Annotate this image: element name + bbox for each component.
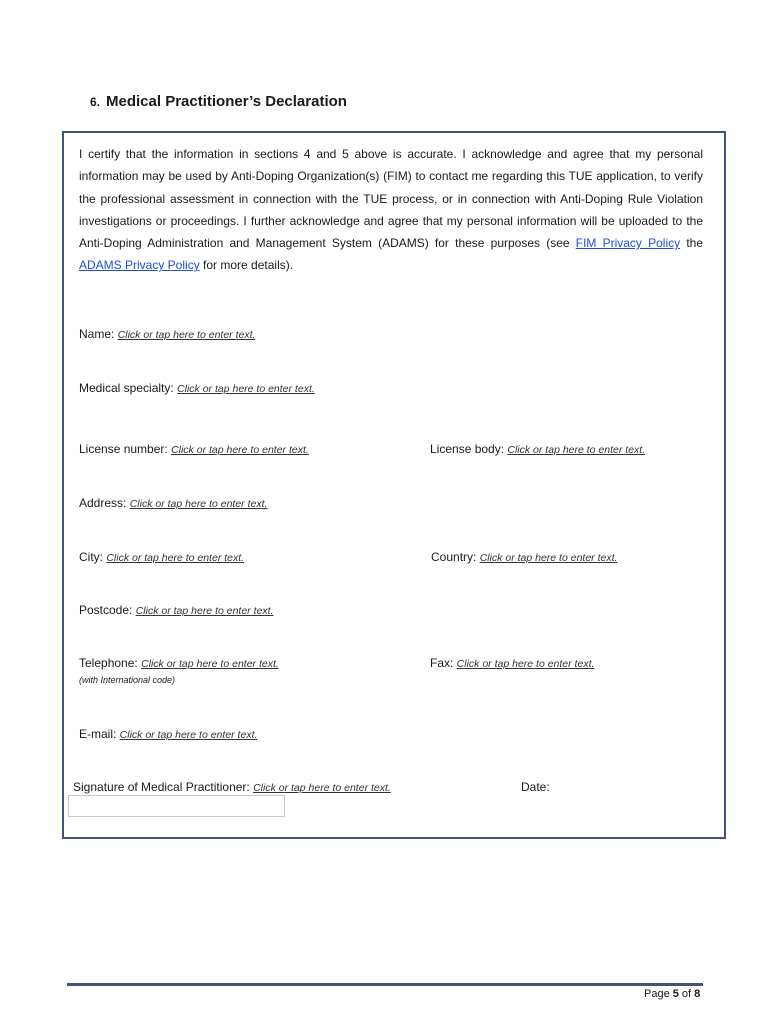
city-field	[79, 550, 244, 564]
date-label: Date:	[521, 780, 550, 794]
license-number-field	[79, 442, 309, 456]
city-input[interactable]: Click or tap here to enter text.	[106, 552, 245, 564]
specialty-input[interactable]: Click or tap here to enter text.	[177, 383, 315, 395]
address-input[interactable]: Click or tap here to enter text.	[129, 498, 268, 510]
license-number-label: License number:	[79, 442, 172, 456]
postcode-field	[79, 603, 273, 617]
name-field	[79, 327, 255, 341]
declaration-end: for more details).	[199, 258, 294, 273]
license-number-input[interactable]: Click or tap here to enter text.	[171, 444, 309, 456]
signature-field	[73, 780, 391, 794]
postcode-input[interactable]: Click or tap here to enter text.	[135, 605, 274, 617]
telephone-label: Telephone:	[79, 656, 142, 670]
fax-field	[430, 656, 594, 670]
telephone-input[interactable]: Click or tap here to enter text.	[141, 658, 279, 670]
footer-divider	[67, 983, 703, 986]
telephone-field	[79, 656, 279, 670]
page-number	[644, 988, 700, 1000]
section-title: Medical Practitioner’s Declaration	[106, 93, 347, 110]
section-heading	[90, 93, 347, 110]
address-label: Address:	[79, 496, 130, 510]
email-field	[79, 727, 257, 741]
name-input[interactable]: Click or tap here to enter text.	[117, 329, 256, 341]
license-body-label: License body:	[430, 442, 508, 456]
fax-input[interactable]: Click or tap here to enter text.	[456, 658, 595, 670]
license-body-input[interactable]: Click or tap here to enter text.	[507, 444, 646, 456]
section-number: 6.	[90, 95, 101, 109]
telephone-note: (with International code)	[79, 675, 176, 685]
declaration-text	[79, 143, 703, 277]
signature-box[interactable]	[68, 795, 285, 817]
specialty-label: Medical specialty:	[79, 381, 178, 395]
specialty-field	[79, 381, 315, 395]
country-input[interactable]: Click or tap here to enter text.	[479, 552, 618, 564]
declaration-body: I certify that the information in sections 4 and 5 above is accurate. I acknowledge and agree that my personal information may be used by Anti-Doping Organization(s) (FIM) to contact me regarding this TUE application, to verify the professional assessment in connection with the TUE process, or in connection with Anti-Doping Rule Violation investigations or proceedings. I further acknowledge and agree that my personal information will be uploaded to the Anti-Doping Administration and Management System (ADAMS) for these purposes (see	[79, 147, 703, 251]
address-field	[79, 496, 267, 510]
city-label: City:	[79, 550, 107, 564]
license-body-field	[430, 442, 645, 456]
fax-label: Fax:	[430, 656, 457, 670]
email-input[interactable]: Click or tap here to enter text.	[119, 729, 258, 741]
name-label: Name:	[79, 327, 118, 341]
signature-input[interactable]: Click or tap here to enter text.	[253, 782, 391, 794]
country-field	[431, 550, 617, 564]
page-current: 5	[672, 988, 679, 1000]
page-of: of	[678, 988, 695, 1000]
fim-privacy-link[interactable]: FIM Privacy Policy	[575, 236, 681, 251]
page-prefix: Page	[644, 988, 673, 1000]
page-total: 8	[694, 988, 701, 1000]
declaration-mid: the	[680, 236, 704, 251]
signature-label: Signature of Medical Practitioner:	[73, 780, 254, 794]
postcode-label: Postcode:	[79, 603, 136, 617]
country-label: Country:	[431, 550, 480, 564]
adams-privacy-link[interactable]: ADAMS Privacy Policy	[79, 258, 200, 273]
email-label: E-mail:	[79, 727, 120, 741]
